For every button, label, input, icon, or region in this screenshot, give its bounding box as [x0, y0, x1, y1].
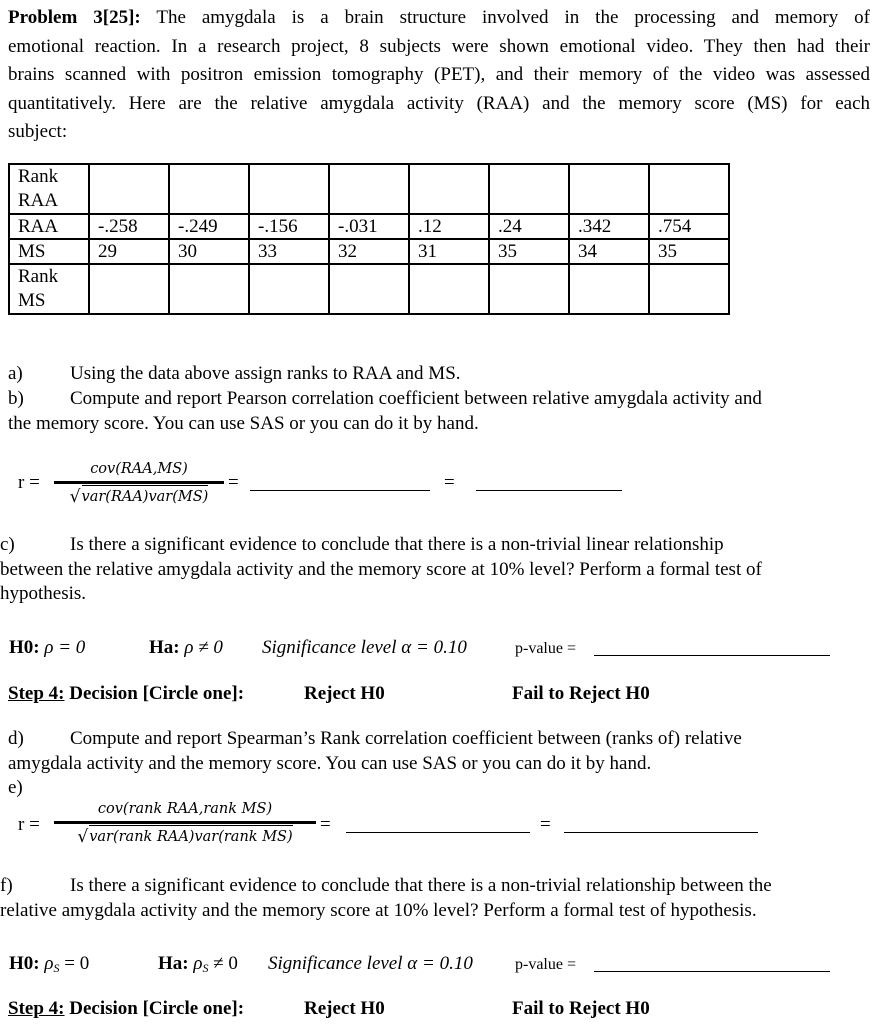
row-label: RAA [9, 214, 89, 239]
data-table [8, 163, 730, 315]
spearman-r-label: r = [18, 814, 40, 835]
fail-to-reject-option[interactable]: Fail to Reject H0 [512, 998, 650, 1019]
pearson-r-label: r = [18, 472, 40, 493]
part-e-marker: e) [8, 777, 23, 798]
rank-ms-cell[interactable] [89, 264, 169, 314]
part-d-line2: amygdala activity and the memory score. You can use SAS or you can do it by hand. [8, 753, 652, 774]
h0-label: H0: [9, 953, 40, 974]
row-label: Rank RAA [9, 164, 89, 214]
part-f-decision [8, 995, 244, 1023]
spearman-blank-1[interactable] [346, 831, 530, 833]
row-label: MS [9, 239, 89, 264]
part-c-hypotheses [9, 634, 85, 662]
significance-level: Significance level α = 0.10 [268, 953, 473, 974]
intro-line-2: emotional reaction. In a research project, 8 subjects were shown emotional video. They then had their [8, 35, 870, 57]
raa-cell: .24 [489, 214, 569, 239]
part-c-line2: between the relative amygdala activity and the memory score at 10% level? Perform a formal test of [0, 559, 762, 580]
h0-label: H0: [9, 637, 40, 658]
decision-label: Decision [Circle one]: [69, 998, 245, 1019]
spearman-blank-2[interactable] [564, 831, 758, 833]
row-label: Rank MS [9, 264, 89, 314]
h0-expression: ρ = 0 [44, 637, 86, 658]
raa-cell: -.258 [89, 214, 169, 239]
part-f-alt [158, 950, 238, 978]
intro-line-1: Problem 3[25]: The amygdala is a brain structure involved in the processing and memory of [8, 7, 870, 28]
table-row-rank-ms [9, 264, 729, 314]
raa-cell: -.156 [249, 214, 329, 239]
rank-ms-cell[interactable] [249, 264, 329, 314]
pearson-blank-2[interactable] [476, 489, 622, 491]
raa-cell: .754 [649, 214, 729, 239]
step-label: Step 4: [8, 998, 65, 1019]
ms-cell: 34 [569, 239, 649, 264]
rank-ms-cell[interactable] [649, 264, 729, 314]
spearman-numerator: cov(rank RAA,rank MS) [97, 801, 273, 817]
sqrt-icon: √ [77, 827, 89, 847]
pvalue-label: p-value = [515, 640, 576, 657]
problem-intro [8, 4, 870, 147]
rank-raa-cell[interactable] [89, 164, 169, 214]
part-b-line2: the memory score. You can use SAS or you can do it by hand. [8, 413, 479, 434]
ha-rest: ≠ 0 [213, 953, 238, 974]
rank-raa-cell[interactable] [169, 164, 249, 214]
rank-ms-cell[interactable] [569, 264, 649, 314]
spearman-denominator: √ var(rank RAA)var(rank MS) [77, 827, 293, 847]
ha-rho-subscript: S [202, 961, 209, 975]
part-d-marker: d) [8, 728, 24, 749]
part-a-marker: a) [8, 363, 23, 384]
ha-label: Ha: [158, 953, 189, 974]
table-row-ms [9, 239, 729, 264]
part-a-text: Using the data above assign ranks to RAA and MS. [70, 363, 461, 384]
pearson-blank-1[interactable] [250, 489, 430, 491]
ms-cell: 29 [89, 239, 169, 264]
pearson-equals-2: = [444, 472, 455, 493]
ha-rho: ρ [193, 953, 203, 974]
rank-ms-cell[interactable] [409, 264, 489, 314]
spearman-equals-1: = [320, 814, 331, 835]
h0-rest: = 0 [64, 953, 90, 974]
rank-ms-cell[interactable] [169, 264, 249, 314]
raa-cell: .342 [569, 214, 649, 239]
ms-cell: 35 [489, 239, 569, 264]
raa-cell: -.249 [169, 214, 249, 239]
ha-expression: ρ ≠ 0 [184, 637, 223, 658]
ms-cell: 33 [249, 239, 329, 264]
ha-label: Ha: [149, 637, 180, 658]
raa-cell: -.031 [329, 214, 409, 239]
part-f-marker: f) [0, 875, 13, 896]
raa-cell: .12 [409, 214, 489, 239]
rank-raa-cell[interactable] [569, 164, 649, 214]
part-f-hypotheses [9, 950, 89, 978]
sqrt-icon: √ [69, 487, 81, 507]
part-b-marker: b) [8, 388, 24, 409]
part-c-marker: c) [0, 534, 15, 555]
rank-raa-cell[interactable] [409, 164, 489, 214]
pearson-denominator: √ var(RAA)var(MS) [69, 487, 209, 507]
pearson-equals-1: = [228, 472, 239, 493]
ms-cell: 32 [329, 239, 409, 264]
decision-label: Decision [Circle one]: [69, 683, 245, 704]
intro-line-4: quantitatively. Here are the relative amygdala activity (RAA) and the memory score (MS) for each [8, 92, 870, 114]
rank-raa-cell[interactable] [649, 164, 729, 214]
problem-label: Problem 3[25]: [8, 7, 141, 28]
reject-h0-option[interactable]: Reject H0 [304, 683, 385, 704]
h0-rho: ρ [44, 953, 54, 974]
part-c-line1: Is there a significant evidence to conclude that there is a non-trivial linear relationship [70, 534, 724, 555]
table-row-rank-raa [9, 164, 729, 214]
fail-to-reject-option[interactable]: Fail to Reject H0 [512, 683, 650, 704]
h0-rho-subscript: S [53, 961, 60, 975]
ms-cell: 30 [169, 239, 249, 264]
part-f-line1: Is there a significant evidence to conclude that there is a non-trivial relationship between the [70, 875, 772, 896]
pvalue-blank[interactable] [594, 654, 830, 656]
part-f-line2: relative amygdala activity and the memory score at 10% level? Perform a formal test of hypothesis. [0, 900, 757, 921]
pvalue-blank[interactable] [594, 970, 830, 972]
intro-line-5: subject: [8, 121, 68, 142]
significance-level: Significance level α = 0.10 [262, 637, 467, 658]
part-c-line3: hypothesis. [0, 583, 87, 604]
ms-cell: 31 [409, 239, 489, 264]
spearman-equals-2: = [540, 814, 551, 835]
intro-line-3: brains scanned with positron emission tomography (PET), and their memory of the video was assessed [8, 64, 870, 85]
ms-cell: 35 [649, 239, 729, 264]
part-d-line1: Compute and report Spearman’s Rank correlation coefficient between (ranks of) relative [70, 728, 742, 749]
pearson-numerator: cov(RAA,MS) [90, 461, 188, 477]
table-row-raa [9, 214, 729, 239]
rank-raa-cell[interactable] [489, 164, 569, 214]
rank-ms-cell[interactable] [329, 264, 409, 314]
pearson-fraction [54, 459, 224, 507]
reject-h0-option[interactable]: Reject H0 [304, 998, 385, 1019]
rank-raa-cell[interactable] [329, 164, 409, 214]
rank-raa-cell[interactable] [249, 164, 329, 214]
part-c-decision [8, 680, 244, 708]
pvalue-label: p-value = [515, 956, 576, 973]
part-b-line1: Compute and report Pearson correlation coefficient between relative amygdala activity and [70, 388, 762, 409]
step-label: Step 4: [8, 683, 65, 704]
spearman-fraction [54, 799, 316, 847]
part-c-alt [149, 634, 223, 662]
rank-ms-cell[interactable] [489, 264, 569, 314]
